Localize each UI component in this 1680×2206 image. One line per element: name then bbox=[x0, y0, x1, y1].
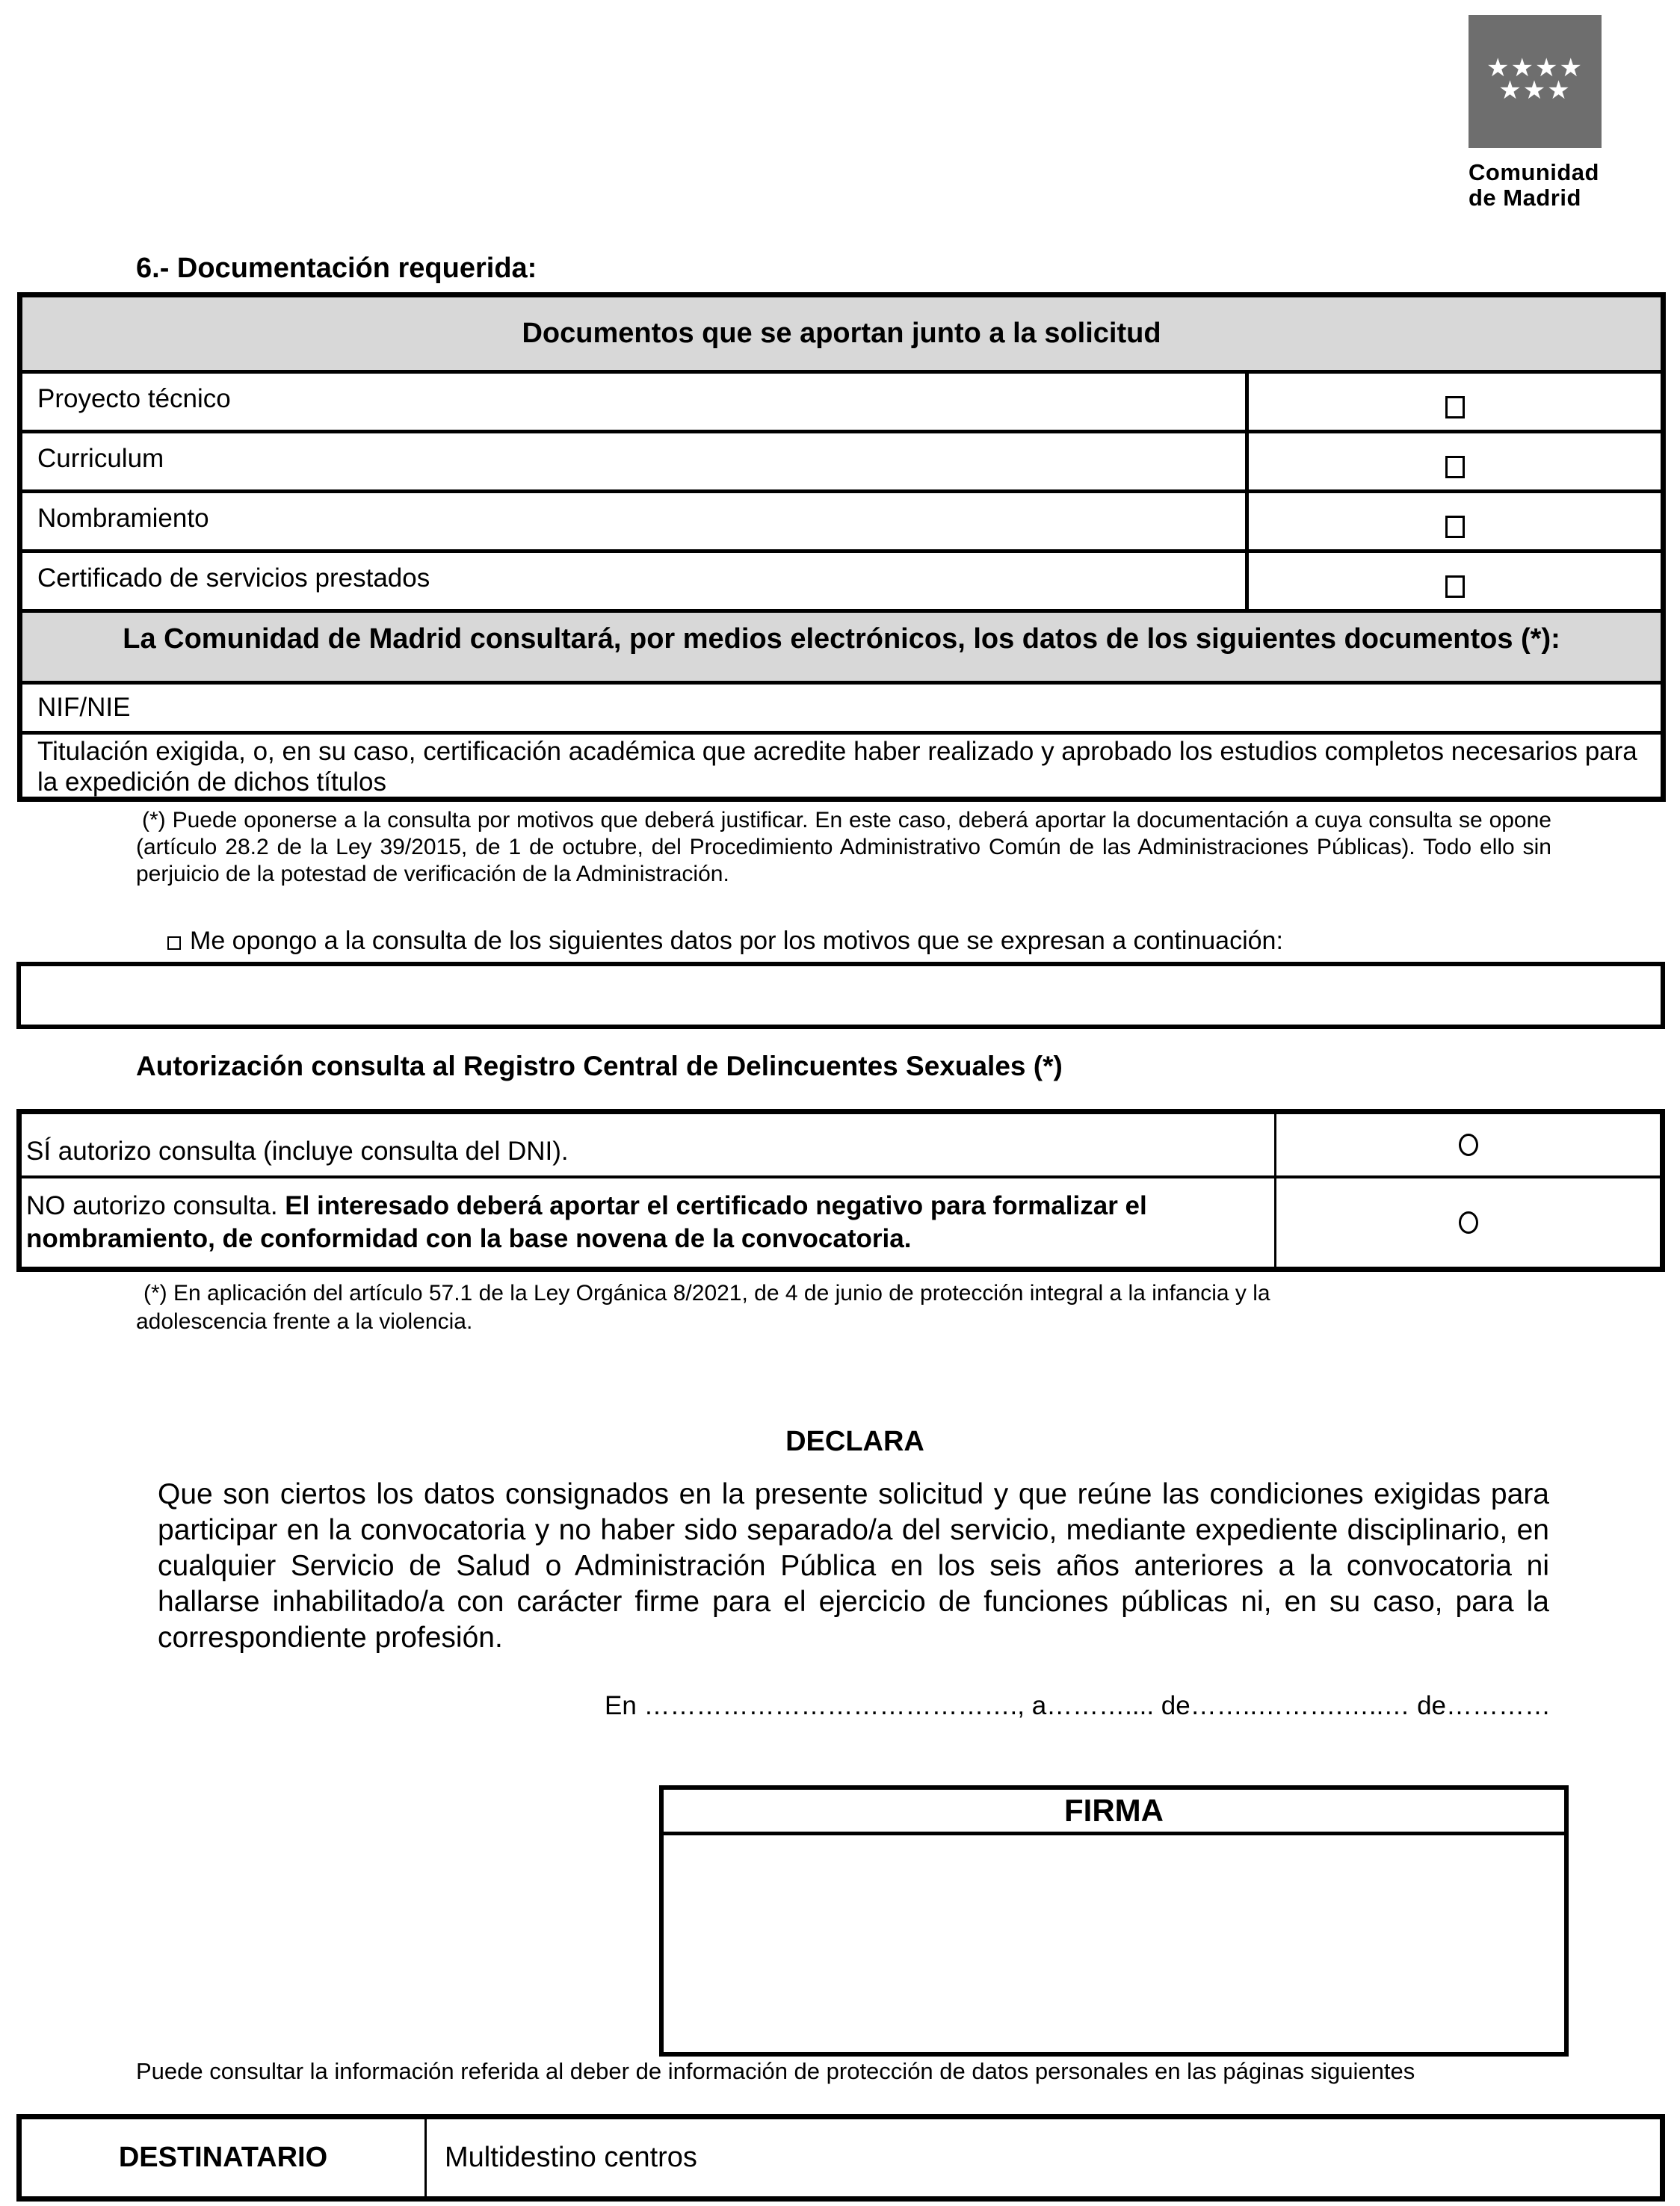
opposition-option bbox=[167, 927, 1283, 956]
consult-row bbox=[22, 731, 1661, 797]
authorization-title: Autorización consulta al Registro Central de Delincuentes Sexuales (*) bbox=[136, 1051, 1063, 1081]
documents-table bbox=[17, 292, 1666, 802]
document-checkbox-nombramiento[interactable] bbox=[1445, 516, 1465, 538]
document-row bbox=[22, 489, 1661, 549]
recipient-table bbox=[16, 2114, 1665, 2202]
opposition-label: Me opongo a la consulta de los siguientes datos por los motivos que se expresan a continuación: bbox=[190, 927, 1283, 955]
authorization-table bbox=[16, 1109, 1665, 1272]
signature-box bbox=[659, 1785, 1569, 2057]
logo-line-1: Comunidad bbox=[1469, 159, 1599, 185]
authorization-footnote-line-1: (*) En aplicación del artículo 57.1 de la Ley Orgánica 8/2021, de 4 de junio de protección integral a la infancia y la bbox=[143, 1281, 1270, 1306]
document-row bbox=[22, 370, 1661, 430]
document-checkbox-certificado-servicios[interactable] bbox=[1445, 575, 1465, 598]
declaration-body: Que son ciertos los datos consignados en la presente solicitud y que reúne las condiciones exigidas para participar en la convocatoria y no haber sido separado/a del servicio, mediante expediente disciplinario, en cualquier Servicio de Salud o Administración Pública en los seis años anteriores a la convocatoria ni hallarse inhabilitado/a con carácter firme para el ejercicio de funciones públicas ni, en su caso, para la correspondiente profesión. bbox=[158, 1478, 1549, 1654]
recipient-value: Multidestino centros bbox=[445, 2142, 697, 2173]
declaration-title: DECLARA bbox=[785, 1426, 924, 1457]
stars-icon bbox=[1469, 53, 1602, 105]
consult-footnote-text: (*) Puede oponerse a la consulta por motivos que deberá justificar. En este caso, deberá aportar la documentación a cuya consulta se opone (artículo 28.2 de la Ley 39/2015, de 1 de octubre, del Procedimiento Administrativo Común de las Administraciones Públicas). Todo ello sin perjuicio de la potestad de verificación de la Administración. bbox=[136, 808, 1551, 886]
authorization-row-yes bbox=[22, 1114, 1660, 1175]
stars-row-2: ★★★ bbox=[1498, 75, 1572, 105]
consult-row bbox=[22, 681, 1661, 731]
authorization-footnote bbox=[136, 1279, 1451, 1336]
consult-item-titulacion: Titulación exigida, o, en su caso, certificación académica que acredite haber realizado y aprobado los estudios completos necesarios para la expedición de dichos títulos bbox=[37, 737, 1637, 797]
opposition-checkbox[interactable] bbox=[167, 936, 181, 950]
comunidad-de-madrid-logo bbox=[1469, 15, 1603, 211]
consult-footnote bbox=[136, 807, 1551, 888]
stars-row-1: ★★★★ bbox=[1486, 53, 1584, 83]
authorization-no-note: El interesado deberá aportar el certificado negativo para formalizar el nombramiento, de conformidad con la base novena de la convocatoria. bbox=[26, 1191, 1147, 1253]
authorization-footnote-line-2: adolescencia frente a la violencia. bbox=[136, 1309, 473, 1334]
authorization-no-text: NO autorizo consulta. bbox=[26, 1191, 285, 1220]
section-title: 6.- Documentación requerida: bbox=[136, 253, 537, 284]
authorization-yes-text: SÍ autorizo consulta (incluye consulta del DNI). bbox=[26, 1137, 569, 1166]
authorization-yes-label bbox=[22, 1114, 1274, 1175]
document-label: Nombramiento bbox=[37, 503, 209, 533]
document-row bbox=[22, 549, 1661, 609]
documents-table-header: Documentos que se aportan junto a la solicitud bbox=[22, 297, 1661, 370]
authorization-no-label bbox=[22, 1178, 1274, 1267]
document-checkbox-curriculum[interactable] bbox=[1445, 456, 1465, 478]
authorization-yes-radio[interactable] bbox=[1459, 1134, 1478, 1156]
document-row bbox=[22, 430, 1661, 489]
logo-flag bbox=[1469, 15, 1602, 148]
document-label: Curriculum bbox=[37, 443, 164, 473]
recipient-label: DESTINATARIO bbox=[22, 2119, 427, 2196]
authorization-no-radio[interactable] bbox=[1459, 1211, 1478, 1234]
opposition-reason-input[interactable] bbox=[16, 962, 1665, 1029]
privacy-note: Puede consultar la información referida al deber de información de protección de datos personales en las páginas siguientes bbox=[136, 2058, 1415, 2084]
document-label: Proyecto técnico bbox=[37, 383, 231, 413]
signature-title: FIRMA bbox=[664, 1790, 1564, 1835]
authorization-row-no bbox=[22, 1175, 1660, 1267]
place-date-line[interactable]: En ……………………………………., a……….... de……..……….…..… de………… bbox=[605, 1691, 1551, 1720]
logo-line-2: de Madrid bbox=[1469, 185, 1581, 211]
consult-header: La Comunidad de Madrid consultará, por medios electrónicos, los datos de los siguientes documentos (*): bbox=[22, 609, 1661, 681]
document-label: Certificado de servicios prestados bbox=[37, 563, 430, 593]
signature-area[interactable] bbox=[664, 1835, 1564, 2052]
consult-item-nif: NIF/NIE bbox=[37, 693, 131, 722]
document-checkbox-proyecto-tecnico[interactable] bbox=[1445, 396, 1465, 418]
logo-text bbox=[1469, 160, 1603, 211]
